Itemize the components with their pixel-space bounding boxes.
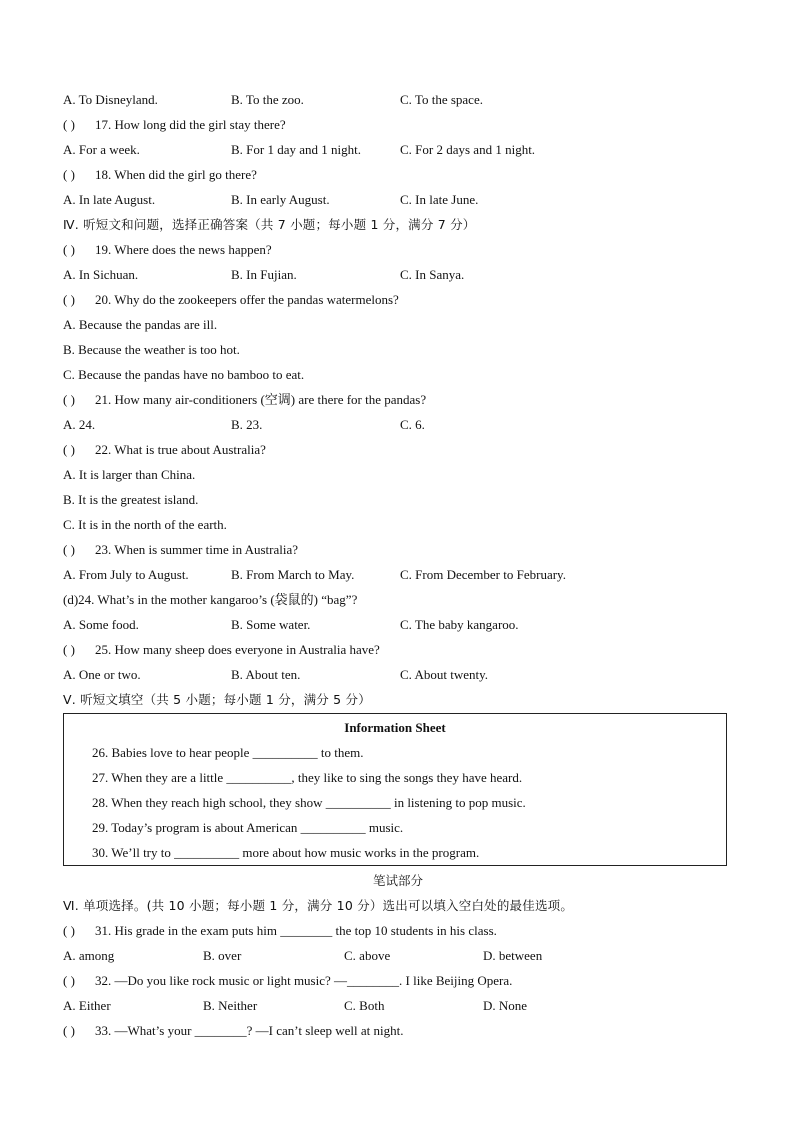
question-text: 21. How many air-conditioners (空调) are there for the pandas? bbox=[95, 392, 427, 407]
q22-option-c: C. It is in the north of the earth. bbox=[63, 517, 227, 532]
q17-option-b: B. For 1 day and 1 night. bbox=[231, 142, 361, 157]
q20-option-c: C. Because the pandas have no bamboo to eat. bbox=[63, 367, 305, 382]
q24-option-b: B. Some water. bbox=[231, 617, 311, 632]
q32-option-a: A. Either bbox=[63, 998, 111, 1013]
q24-option-a: A. Some food. bbox=[63, 617, 139, 632]
section-6-heading: Ⅵ. 单项选择。(共 10 小题；每小题 1 分，满分 10 分）选出可以填入空白处的最佳选项。 bbox=[63, 898, 574, 913]
q25-option-c: C. About twenty. bbox=[400, 667, 488, 682]
question-17 bbox=[63, 112, 733, 137]
q17-options bbox=[63, 137, 733, 162]
information-sheet-title: Information Sheet bbox=[344, 720, 446, 735]
q18-option-b: B. In early August. bbox=[231, 192, 330, 207]
info-line-26: 26. Babies love to hear people __________ to them. bbox=[92, 745, 364, 760]
answer-paren: ( ) bbox=[63, 117, 75, 132]
info-line-28: 28. When they reach high school, they show __________ in listening to pop music. bbox=[92, 795, 526, 810]
q22-option-b: B. It is the greatest island. bbox=[63, 492, 199, 507]
question-22 bbox=[63, 437, 733, 462]
question-text: 32. —Do you like rock music or light music? —________. I like Beijing Opera. bbox=[95, 973, 513, 988]
answer-paren: ( ) bbox=[63, 542, 75, 557]
info-line-29: 29. Today’s program is about American __________ music. bbox=[92, 820, 404, 835]
q25-option-b: B. About ten. bbox=[231, 667, 301, 682]
q25-options bbox=[63, 662, 733, 687]
q32-option-c: C. Both bbox=[344, 998, 385, 1013]
q22-option-a: A. It is larger than China. bbox=[63, 467, 196, 482]
question-32 bbox=[63, 968, 733, 993]
q32-option-d: D. None bbox=[483, 998, 528, 1013]
question-text: 25. How many sheep does everyone in Australia have? bbox=[95, 642, 380, 657]
q16-option-c: C. To the space. bbox=[400, 92, 483, 107]
q18-option-a: A. In late August. bbox=[63, 192, 156, 207]
q19-option-a: A. In Sichuan. bbox=[63, 267, 139, 282]
q31-option-c: C. above bbox=[344, 948, 391, 963]
q23-options bbox=[63, 562, 733, 587]
answer-paren: ( ) bbox=[63, 1023, 75, 1038]
q32-options bbox=[63, 993, 733, 1018]
q21-option-a: A. 24. bbox=[63, 417, 96, 432]
answer-paren: ( ) bbox=[63, 642, 75, 657]
info-line-27: 27. When they are a little __________, they like to sing the songs they have heard. bbox=[92, 770, 523, 785]
q17-option-c: C. For 2 days and 1 night. bbox=[400, 142, 536, 157]
q16-option-b: B. To the zoo. bbox=[231, 92, 304, 107]
question-text: 22. What is true about Australia? bbox=[95, 442, 266, 457]
question-text: 31. His grade in the exam puts him ________ the top 10 students in his class. bbox=[95, 923, 497, 938]
q16-option-a: A. To Disneyland. bbox=[63, 92, 158, 107]
question-20 bbox=[63, 287, 733, 312]
question-19 bbox=[63, 237, 733, 262]
exam-page bbox=[63, 87, 733, 1043]
question-text: 19. Where does the news happen? bbox=[95, 242, 272, 257]
q23-option-a: A. From July to August. bbox=[63, 567, 189, 582]
q20-option-a: A. Because the pandas are ill. bbox=[63, 317, 218, 332]
q31-option-a: A. among bbox=[63, 948, 115, 963]
section-4-heading: Ⅳ. 听短文和问题，选择正确答案（共 7 小题；每小题 1 分，满分 7 分） bbox=[63, 217, 476, 232]
question-31 bbox=[63, 918, 733, 943]
answer-paren: ( ) bbox=[63, 292, 75, 307]
q23-option-b: B. From March to May. bbox=[231, 567, 355, 582]
q18-option-c: C. In late June. bbox=[400, 192, 479, 207]
answer-paren: ( ) bbox=[63, 167, 75, 182]
question-text: 17. How long did the girl stay there? bbox=[95, 117, 286, 132]
q21-option-c: C. 6. bbox=[400, 417, 425, 432]
q19-options bbox=[63, 262, 733, 287]
question-25 bbox=[63, 637, 733, 662]
q23-option-c: C. From December to February. bbox=[400, 567, 566, 582]
answer-paren: ( ) bbox=[63, 392, 75, 407]
question-text: 33. —What’s your ________? —I can’t sleep well at night. bbox=[95, 1023, 404, 1038]
question-text: 18. When did the girl go there? bbox=[95, 167, 257, 182]
q16-options bbox=[63, 87, 733, 112]
answer-paren: ( ) bbox=[63, 923, 75, 938]
written-part-heading: 笔试部分 bbox=[372, 873, 423, 888]
q24-options bbox=[63, 612, 733, 637]
answer-paren: ( ) bbox=[63, 442, 75, 457]
q31-option-b: B. over bbox=[203, 948, 242, 963]
question-text: 20. Why do the zookeepers offer the pandas watermelons? bbox=[95, 292, 399, 307]
question-24: (d)24. What’s in the mother kangaroo’s (袋鼠的) “bag”? bbox=[63, 592, 358, 607]
q31-option-d: D. between bbox=[483, 948, 543, 963]
answer-paren: ( ) bbox=[63, 973, 75, 988]
q24-option-c: C. The baby kangaroo. bbox=[400, 617, 519, 632]
info-line-30: 30. We’ll try to __________ more about how music works in the program. bbox=[92, 845, 480, 860]
q18-options bbox=[63, 187, 733, 212]
information-sheet bbox=[63, 713, 727, 866]
question-33 bbox=[63, 1018, 733, 1043]
q21-options bbox=[63, 412, 733, 437]
q20-option-b: B. Because the weather is too hot. bbox=[63, 342, 240, 357]
answer-paren: ( ) bbox=[63, 242, 75, 257]
q17-option-a: A. For a week. bbox=[63, 142, 140, 157]
q32-option-b: B. Neither bbox=[203, 998, 258, 1013]
q25-option-a: A. One or two. bbox=[63, 667, 141, 682]
q19-option-c: C. In Sanya. bbox=[400, 267, 465, 282]
q19-option-b: B. In Fujian. bbox=[231, 267, 297, 282]
q21-option-b: B. 23. bbox=[231, 417, 263, 432]
q31-options bbox=[63, 943, 733, 968]
question-text: 23. When is summer time in Australia? bbox=[95, 542, 299, 557]
question-23 bbox=[63, 537, 733, 562]
section-5-heading: Ⅴ. 听短文填空（共 5 小题；每小题 1 分，满分 5 分） bbox=[63, 692, 371, 707]
question-18 bbox=[63, 162, 733, 187]
question-21 bbox=[63, 387, 733, 412]
